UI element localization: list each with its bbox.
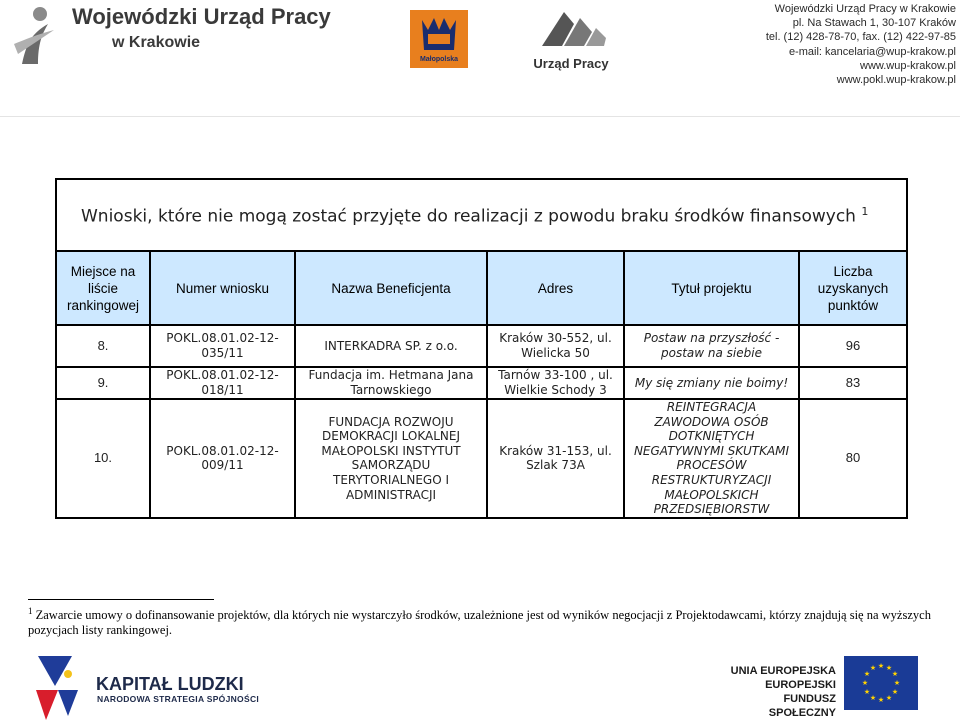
- footnote-divider: [28, 599, 214, 600]
- eu-line1: UNIA EUROPEJSKA: [730, 665, 836, 677]
- svg-text:★: ★: [863, 688, 871, 696]
- footnote-text: Zawarcie umowy o dofinansowanie projektów, dla których nie wystarczyło środków, uzależnione jest od wyników negocjacji z Projektodawcami, którzy znajdują się na wyższych pozycjach listy rankingowej.: [28, 608, 931, 638]
- cell-project-title: REINTEGRACJA ZAWODOWA OSÓB DOTKNIĘTYCH NEGATYWNYMI SKUTKAMI PROCESÓW RESTRUKTURYZACJI MAŁOPOLSKICH PRZEDSIĘBIORSTW: [624, 399, 799, 518]
- contact-address: pl. Na Stawach 1, 30-107 Kraków: [792, 17, 956, 30]
- cell-address: Tarnów 33-100 , ul. Wielkie Schody 3: [487, 367, 624, 399]
- footnote: [28, 604, 943, 638]
- svg-text:★: ★: [885, 664, 893, 672]
- footnote-ref: 1: [861, 205, 869, 219]
- table-header-row: [56, 251, 907, 325]
- cell-rank: 9.: [56, 367, 150, 399]
- cell-beneficiary: FUNDACJA ROZWOJU DEMOKRACJI LOKALNEJ MAŁOPOLSKI INSTYTUT SAMORZĄDU TERYTORIALNEGO I ADMINISTRACJI: [295, 399, 487, 518]
- page-footer: [0, 644, 960, 724]
- urzad-pracy-logo-icon: [534, 2, 614, 58]
- contact-block: [766, 2, 956, 87]
- rejected-applications-table: [55, 178, 906, 517]
- cell-address: Kraków 31-153, ul. Szlak 73A: [487, 399, 624, 518]
- cell-points: 96: [799, 325, 907, 367]
- wup-logo-icon: [8, 4, 64, 70]
- table-title: [56, 179, 907, 251]
- svg-text:★: ★: [885, 694, 893, 702]
- svg-text:★: ★: [861, 679, 869, 687]
- kapital-ludzki-title: KAPITAŁ LUDZKI: [96, 674, 244, 694]
- svg-text:★: ★: [869, 694, 877, 702]
- col-header-points: Liczba uzyskanych punktów: [799, 251, 907, 325]
- cell-number: POKL.08.01.02-12-018/11: [150, 367, 295, 399]
- eu-flag-icon: [844, 656, 918, 710]
- kapital-ludzki-logo-icon: [28, 646, 80, 722]
- malopolska-label: Małopolska: [419, 56, 459, 63]
- svg-text:★: ★: [863, 670, 871, 678]
- footnote-marker: 1: [28, 606, 33, 616]
- org-city: w Krakowie: [112, 34, 201, 51]
- col-header-rank: Miejsce na liście rankingowej: [56, 251, 150, 325]
- cell-number: POKL.08.01.02-12-035/11: [150, 325, 295, 367]
- contact-website[interactable]: www.wup-krakow.pl: [860, 59, 956, 72]
- col-header-project-title: Tytuł projektu: [624, 251, 799, 325]
- cell-points: 80: [799, 399, 907, 518]
- urzad-pracy-label: Urząd Pracy: [533, 56, 609, 71]
- kapital-ludzki-subtitle: NARODOWA STRATEGIA SPÓJNOŚCI: [97, 694, 260, 704]
- cell-beneficiary: INTERKADRA SP. z o.o.: [295, 325, 487, 367]
- svg-text:★: ★: [891, 688, 899, 696]
- svg-text:★: ★: [891, 670, 899, 678]
- table-row: [56, 367, 907, 399]
- svg-text:★: ★: [877, 696, 885, 704]
- page-header: [0, 0, 960, 118]
- col-header-number: Numer wniosku: [150, 251, 295, 325]
- svg-text:★: ★: [893, 679, 901, 687]
- col-header-beneficiary: Nazwa Beneficjenta: [295, 251, 487, 325]
- svg-text:★: ★: [877, 662, 885, 670]
- cell-rank: 8.: [56, 325, 150, 367]
- cell-project-title: Postaw na przyszłość - postaw na siebie: [624, 325, 799, 367]
- col-header-address: Adres: [487, 251, 624, 325]
- header-divider: [0, 116, 960, 117]
- cell-beneficiary: Fundacja im. Hetmana Jana Tarnowskiego: [295, 367, 487, 399]
- table-row: [56, 325, 907, 367]
- cell-number: POKL.08.01.02-12-009/11: [150, 399, 295, 518]
- contact-website-pokl[interactable]: www.pokl.wup-krakow.pl: [836, 74, 956, 87]
- cell-rank: 10.: [56, 399, 150, 518]
- eu-label: [728, 664, 836, 720]
- contact-phone: tel. (12) 428-78-70, fax. (12) 422-97-85: [765, 31, 956, 44]
- cell-address: Kraków 30-552, ul. Wielicka 50: [487, 325, 624, 367]
- table-title-text: Wnioski, które nie mogą zostać przyjęte do realizacji z powodu braku środków finansowych: [81, 207, 856, 228]
- svg-text:★: ★: [869, 664, 877, 672]
- table-row: [56, 399, 907, 518]
- org-name: Wojewódzki Urząd Pracy: [72, 4, 331, 29]
- cell-project-title: My się zmiany nie boimy!: [624, 367, 799, 399]
- cell-points: 83: [799, 367, 907, 399]
- eu-stars-icon: [844, 656, 918, 710]
- contact-email[interactable]: e-mail: kancelaria@wup-krakow.pl: [788, 45, 956, 58]
- eu-line2: EUROPEJSKI: [765, 679, 836, 691]
- contact-org: Wojewódzki Urząd Pracy w Krakowie: [774, 3, 956, 15]
- eu-line3: FUNDUSZ SPOŁECZNY: [768, 693, 836, 719]
